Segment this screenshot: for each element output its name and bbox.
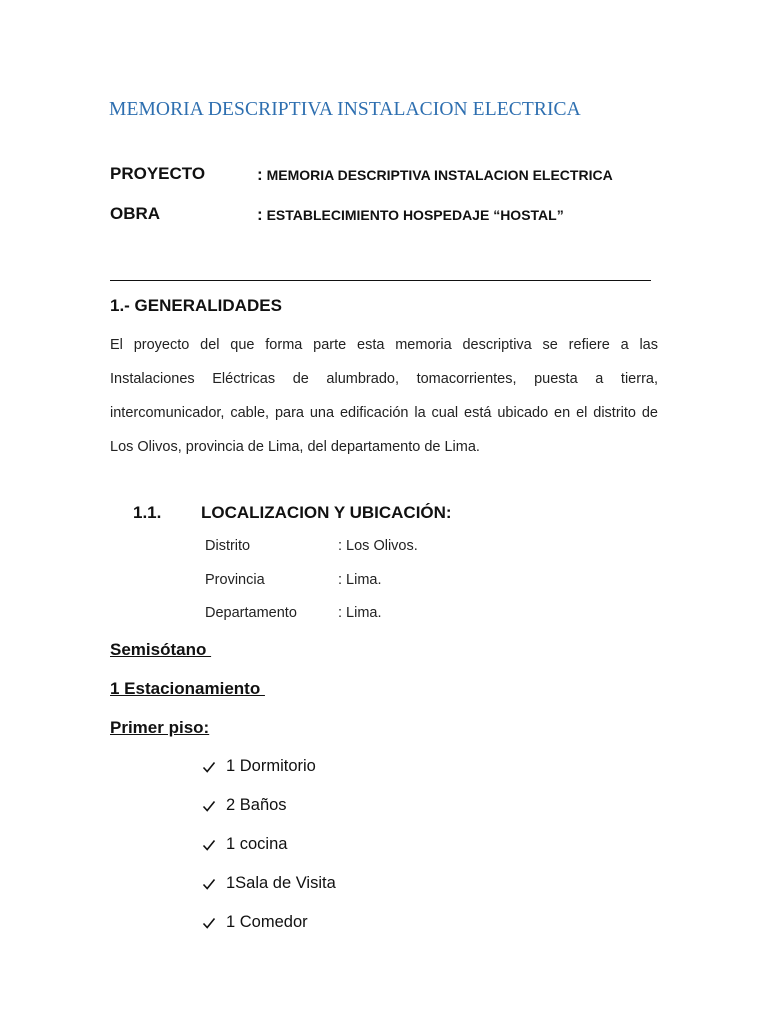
heading-semisotano: Semisótano [110,640,212,659]
location-value-distrito: : Los Olivos. [338,538,418,554]
check-icon [202,799,216,813]
location-value-provincia: : Lima. [338,572,382,588]
checklist-item-text: 1 Comedor [226,913,308,931]
checklist-item [202,874,336,893]
location-value-departamento: : Lima. [338,605,382,621]
field-value-obra [257,205,564,225]
checklist-item-text: 1Sala de Visita [226,874,336,892]
checklist-item [202,835,287,854]
check-icon [202,838,216,852]
field-label-obra: OBRA [110,204,161,223]
paragraph-generalidades: El proyecto del que forma parte esta memoria descriptiva se refiere a las Instalaciones Eléctricas de alumbrado, tomacorrientes, puesta a tierra, intercomunicador, cable, para una edificación la cual está ubicado en el distrito de Los Olivos, provincia de Lima, del departamento de Lima. [110,337,658,455]
field-label-proyecto: PROYECTO [110,164,206,183]
field-value-text: ESTABLECIMIENTO HOSPEDAJE “HOSTAL” [266,207,564,223]
location-label-distrito: Distrito [205,538,251,554]
checklist-item-text: 2 Baños [226,796,287,814]
check-icon [202,760,216,774]
field-colon: : [257,165,263,184]
checklist-item [202,757,316,776]
location-label-provincia: Provincia [205,572,265,588]
check-icon [202,877,216,891]
heading-estacionamiento: 1 Estacionamiento [110,679,265,698]
field-value-text: MEMORIA DESCRIPTIVA INSTALACION ELECTRICA [266,167,613,183]
checklist-item [202,796,287,815]
subsection-heading: LOCALIZACION Y UBICACIÓN: [201,503,452,522]
horizontal-rule [110,280,651,281]
checklist-item-text: 1 Dormitorio [226,757,316,775]
field-value-proyecto [257,165,613,185]
document-title: MEMORIA DESCRIPTIVA INSTALACION ELECTRICA [109,99,581,120]
checklist-item-text: 1 cocina [226,835,288,853]
field-colon: : [257,205,263,224]
section-heading-generalidades: 1.- GENERALIDADES [110,296,282,315]
heading-primer-piso: Primer piso: [110,718,210,737]
subsection-number: 1.1. [133,503,162,522]
check-icon [202,916,216,930]
location-label-departamento: Departamento [205,605,297,621]
checklist-item [202,913,308,932]
